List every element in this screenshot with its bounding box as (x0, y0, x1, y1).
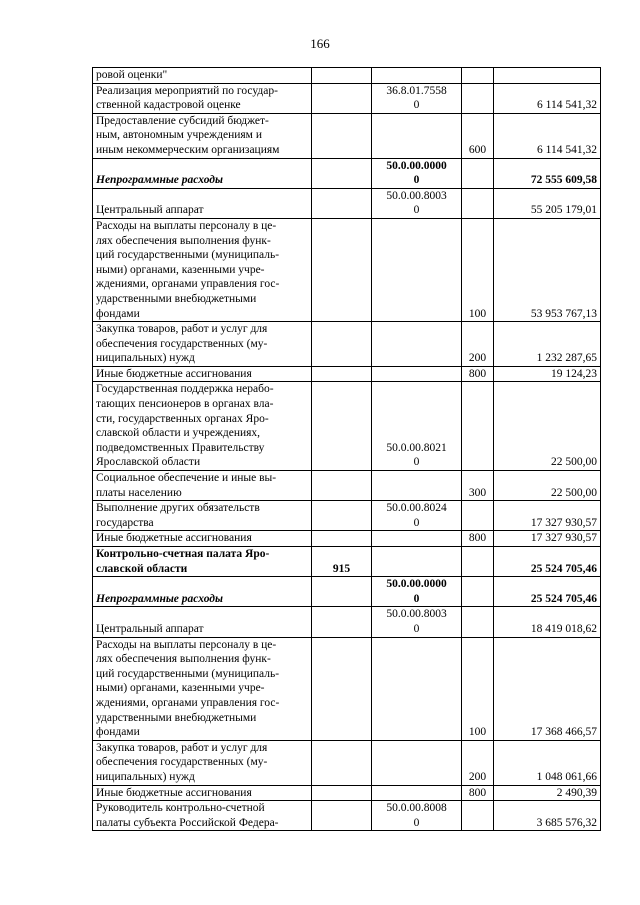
row-amount: 55 205 179,01 (494, 188, 601, 218)
row-target-article (372, 531, 462, 547)
row-target-article (372, 218, 462, 321)
row-target-article: 50.0.00.8021 0 (372, 382, 462, 471)
budget-table-body (93, 68, 601, 831)
table-row (93, 218, 601, 321)
row-name: Социальное обеспечение и иные вы- платы населению (93, 471, 312, 501)
row-grbs-code (312, 501, 372, 531)
row-amount: 18 419 018,62 (494, 607, 601, 637)
row-expense-type (462, 68, 494, 84)
row-grbs-code (312, 382, 372, 471)
row-target-article (372, 366, 462, 382)
row-name: Иные бюджетные ассигнования (93, 366, 312, 382)
table-row (93, 322, 601, 367)
row-name: Расходы на выплаты персоналу в це- лях обеспечения выполнения функ- ций государственными (муниципаль- ными) органами, казенными учре- ждениями, органами управления гос- ударственными внебюджетными фондами (93, 218, 312, 321)
row-target-article (372, 113, 462, 158)
row-grbs-code (312, 637, 372, 740)
table-row (93, 471, 601, 501)
row-expense-type: 800 (462, 531, 494, 547)
row-grbs-code (312, 607, 372, 637)
row-name: Закупка товаров, работ и услуг для обеспечения государственных (му- ниципальных) нужд (93, 740, 312, 785)
row-grbs-code (312, 158, 372, 188)
row-amount: 1 232 287,65 (494, 322, 601, 367)
row-target-article (372, 322, 462, 367)
row-expense-type (462, 577, 494, 607)
row-target-article (372, 471, 462, 501)
row-name: Иные бюджетные ассигнования (93, 531, 312, 547)
row-expense-type: 200 (462, 740, 494, 785)
table-row (93, 366, 601, 382)
table-row (93, 637, 601, 740)
row-expense-type: 300 (462, 471, 494, 501)
table-row (93, 501, 601, 531)
row-grbs-code (312, 322, 372, 367)
row-amount: 22 500,00 (494, 471, 601, 501)
row-name: Руководитель контрольно-счетной палаты субъекта Российской Федера- (93, 801, 312, 831)
row-grbs-code (312, 785, 372, 801)
row-name: Расходы на выплаты персоналу в це- лях обеспечения выполнения функ- ций государственными (муниципаль- ными) органами, казенными учре- ждениями, органами управления гос- ударственными внебюджетными фондами (93, 637, 312, 740)
row-target-article (372, 547, 462, 577)
row-grbs-code (312, 740, 372, 785)
row-grbs-code (312, 366, 372, 382)
row-expense-type: 100 (462, 637, 494, 740)
row-target-article: 50.0.00.0000 0 (372, 158, 462, 188)
row-name: Непрограммные расходы (93, 158, 312, 188)
row-name: Выполнение других обязательств государства (93, 501, 312, 531)
row-name: Центральный аппарат (93, 188, 312, 218)
row-name: Контрольно-счетная палата Яро- славской области (93, 547, 312, 577)
row-amount: 1 048 061,66 (494, 740, 601, 785)
table-row (93, 188, 601, 218)
row-expense-type (462, 382, 494, 471)
table-row (93, 607, 601, 637)
table-row (93, 801, 601, 831)
row-expense-type (462, 607, 494, 637)
row-name: Реализация мероприятий по государ- ственной кадастровой оценке (93, 83, 312, 113)
row-amount: 25 524 705,46 (494, 577, 601, 607)
row-expense-type (462, 547, 494, 577)
row-expense-type (462, 188, 494, 218)
row-amount: 72 555 609,58 (494, 158, 601, 188)
row-name: Закупка товаров, работ и услуг для обеспечения государственных (му- ниципальных) нужд (93, 322, 312, 367)
row-target-article: 50.0.00.8008 0 (372, 801, 462, 831)
row-grbs-code (312, 218, 372, 321)
row-grbs-code (312, 471, 372, 501)
row-grbs-code (312, 113, 372, 158)
table-row (93, 547, 601, 577)
row-target-article (372, 785, 462, 801)
row-name: Предоставление субсидий бюджет- ным, автономным учреждениям и иным некоммерческим организациям (93, 113, 312, 158)
table-row (93, 531, 601, 547)
table-row (93, 83, 601, 113)
row-expense-type (462, 501, 494, 531)
row-name: Иные бюджетные ассигнования (93, 785, 312, 801)
row-expense-type (462, 158, 494, 188)
table-row (93, 113, 601, 158)
row-amount: 53 953 767,13 (494, 218, 601, 321)
row-expense-type: 200 (462, 322, 494, 367)
row-amount (494, 68, 601, 84)
table-row (93, 382, 601, 471)
budget-table (92, 67, 601, 831)
row-name: ровой оценки" (93, 68, 312, 84)
row-amount: 2 490,39 (494, 785, 601, 801)
row-grbs-code: 915 (312, 547, 372, 577)
row-amount: 19 124,23 (494, 366, 601, 382)
row-target-article (372, 637, 462, 740)
row-target-article: 50.0.00.8024 0 (372, 501, 462, 531)
row-grbs-code (312, 83, 372, 113)
row-amount: 17 327 930,57 (494, 501, 601, 531)
row-amount: 17 327 930,57 (494, 531, 601, 547)
row-expense-type: 800 (462, 366, 494, 382)
table-row (93, 68, 601, 84)
table-row (93, 158, 601, 188)
row-amount: 6 114 541,32 (494, 83, 601, 113)
row-amount: 6 114 541,32 (494, 113, 601, 158)
row-target-article (372, 740, 462, 785)
table-row (93, 785, 601, 801)
row-expense-type: 600 (462, 113, 494, 158)
row-grbs-code (312, 188, 372, 218)
row-amount: 25 524 705,46 (494, 547, 601, 577)
row-amount: 22 500,00 (494, 382, 601, 471)
row-target-article: 50.0.00.0000 0 (372, 577, 462, 607)
row-name: Центральный аппарат (93, 607, 312, 637)
row-target-article (372, 68, 462, 84)
row-name: Государственная поддержка нерабо- тающих пенсионеров в органах вла- сти, государственных органах Яро- славской области и учреждениях, подведомственных Правительству Ярославской области (93, 382, 312, 471)
row-name: Непрограммные расходы (93, 577, 312, 607)
page-number: 166 (310, 36, 330, 51)
row-grbs-code (312, 801, 372, 831)
row-expense-type (462, 801, 494, 831)
row-grbs-code (312, 68, 372, 84)
row-target-article: 50.0.00.8003 0 (372, 607, 462, 637)
row-expense-type (462, 83, 494, 113)
row-grbs-code (312, 577, 372, 607)
row-expense-type: 100 (462, 218, 494, 321)
row-grbs-code (312, 531, 372, 547)
row-target-article: 36.8.01.7558 0 (372, 83, 462, 113)
row-target-article: 50.0.00.8003 0 (372, 188, 462, 218)
row-amount: 17 368 466,57 (494, 637, 601, 740)
row-expense-type: 800 (462, 785, 494, 801)
table-row (93, 577, 601, 607)
row-amount: 3 685 576,32 (494, 801, 601, 831)
table-row (93, 740, 601, 785)
